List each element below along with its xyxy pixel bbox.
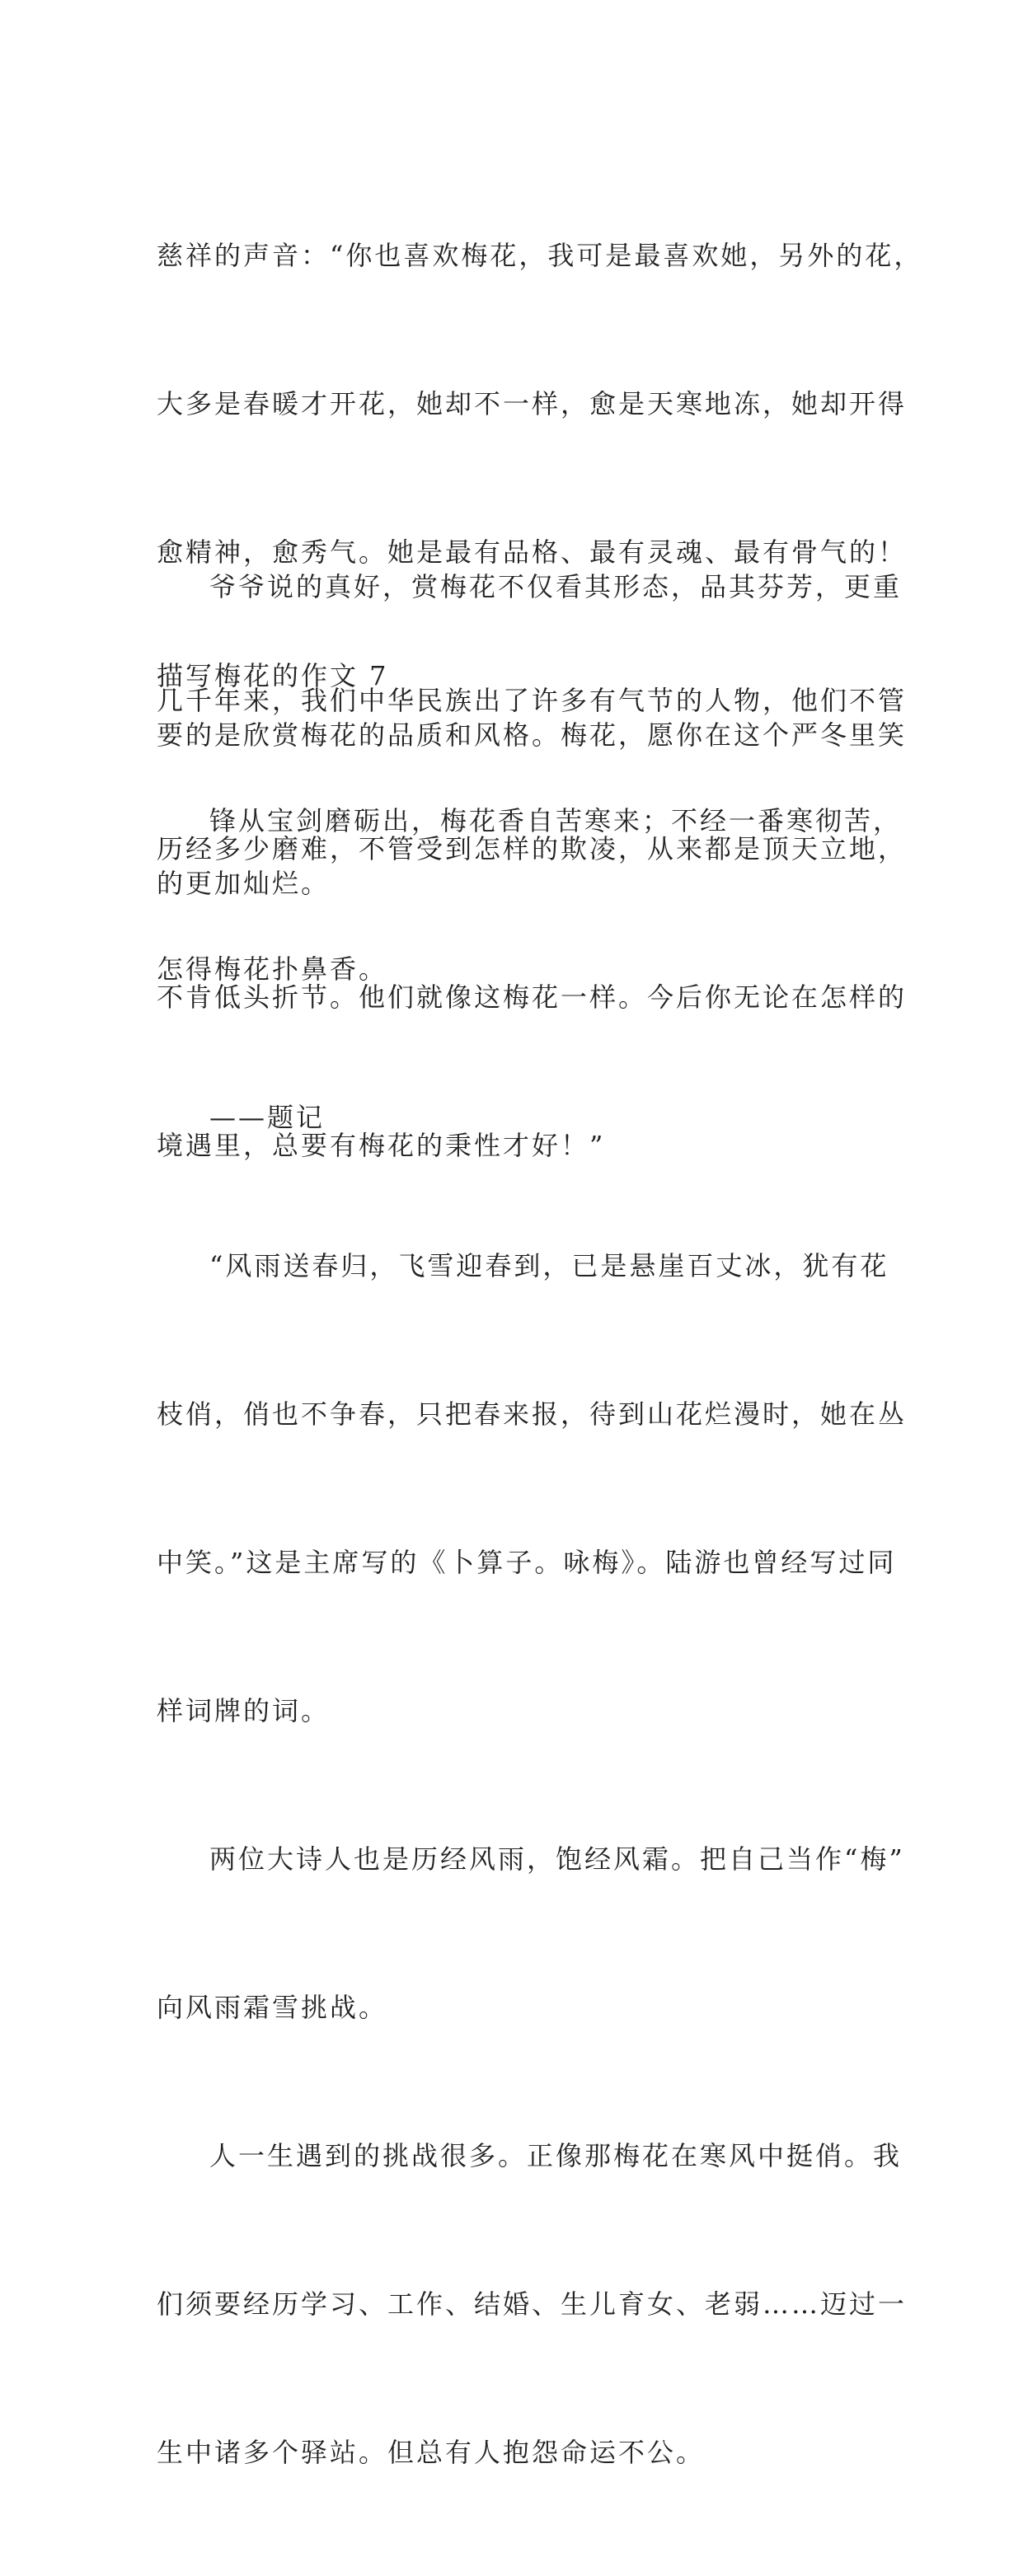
text-line: 要的是欣赏梅花的品质和风格。梅花，愿你在这个严冬里笑 bbox=[157, 719, 908, 751]
text-line: “风雨送春归，飞雪迎春到，已是悬崖百丈冰，犹有花 bbox=[209, 1250, 889, 1281]
text-line: 历经多少磨难，不管受到怎样的欺凌，从来都是顶天立地， bbox=[157, 833, 908, 864]
text-line: 们须要经历学习、工作、结婚、生儿育女、老弱……迈过一 bbox=[157, 2288, 908, 2320]
text-line: 枝俏，俏也不争春，只把春来报，待到山花烂漫时，她在丛 bbox=[157, 1398, 908, 1430]
text-line: 不肯低头折节。他们就像这梅花一样。今后你无论在怎样的 bbox=[157, 981, 908, 1013]
text-line: 人一生遇到的挑战很多。正像那梅花在寒风中挺俏。我 bbox=[209, 2140, 903, 2171]
text-line: 中笑。”这是主席写的《卜算子。咏梅》。陆游也曾经写过同 bbox=[157, 1547, 897, 1578]
text-line: 向风雨霜雪挑战。 bbox=[157, 1992, 388, 2023]
text-line: 几千年来，我们中华民族出了许多有气节的人物，他们不管 bbox=[157, 685, 908, 716]
text-line: 大多是春暖才开花，她却不一样，愈是天寒地冻，她却开得 bbox=[157, 388, 908, 419]
text-line: 慈祥的声音：“你也喜欢梅花，我可是最喜欢她，另外的花， bbox=[157, 240, 923, 271]
text-line: 样词牌的词。 bbox=[157, 1695, 331, 1726]
text-line: 怎得梅花扑鼻香。 bbox=[157, 953, 388, 985]
text-line: 两位大诗人也是历经风雨，饱经风霜。把自己当作“梅” bbox=[209, 1843, 905, 1875]
essay-heading: 描写梅花的作文 7 bbox=[157, 660, 389, 691]
text-line: 境遇里，总要有梅花的秉性才好！” bbox=[157, 1130, 606, 1161]
epigraph-attribution: ——题记 bbox=[209, 1102, 326, 1133]
text-line: 愈精神，愈秀气。她是最有品格、最有灵魂、最有骨气的！ bbox=[157, 536, 908, 568]
text-line: 锋从宝剑磨砺出，梅花香自苦寒来；不经一番寒彻苦， bbox=[209, 805, 903, 836]
essay-7-body bbox=[157, 697, 908, 2576]
text-line: 爷爷说的真好，赏梅花不仅看其形态，品其芬芳，更重 bbox=[209, 571, 903, 602]
text-line: 的更加灿烂。 bbox=[157, 868, 331, 899]
text-line: 生中诸多个驿站。但总有人抱怨命运不公。 bbox=[157, 2437, 706, 2468]
